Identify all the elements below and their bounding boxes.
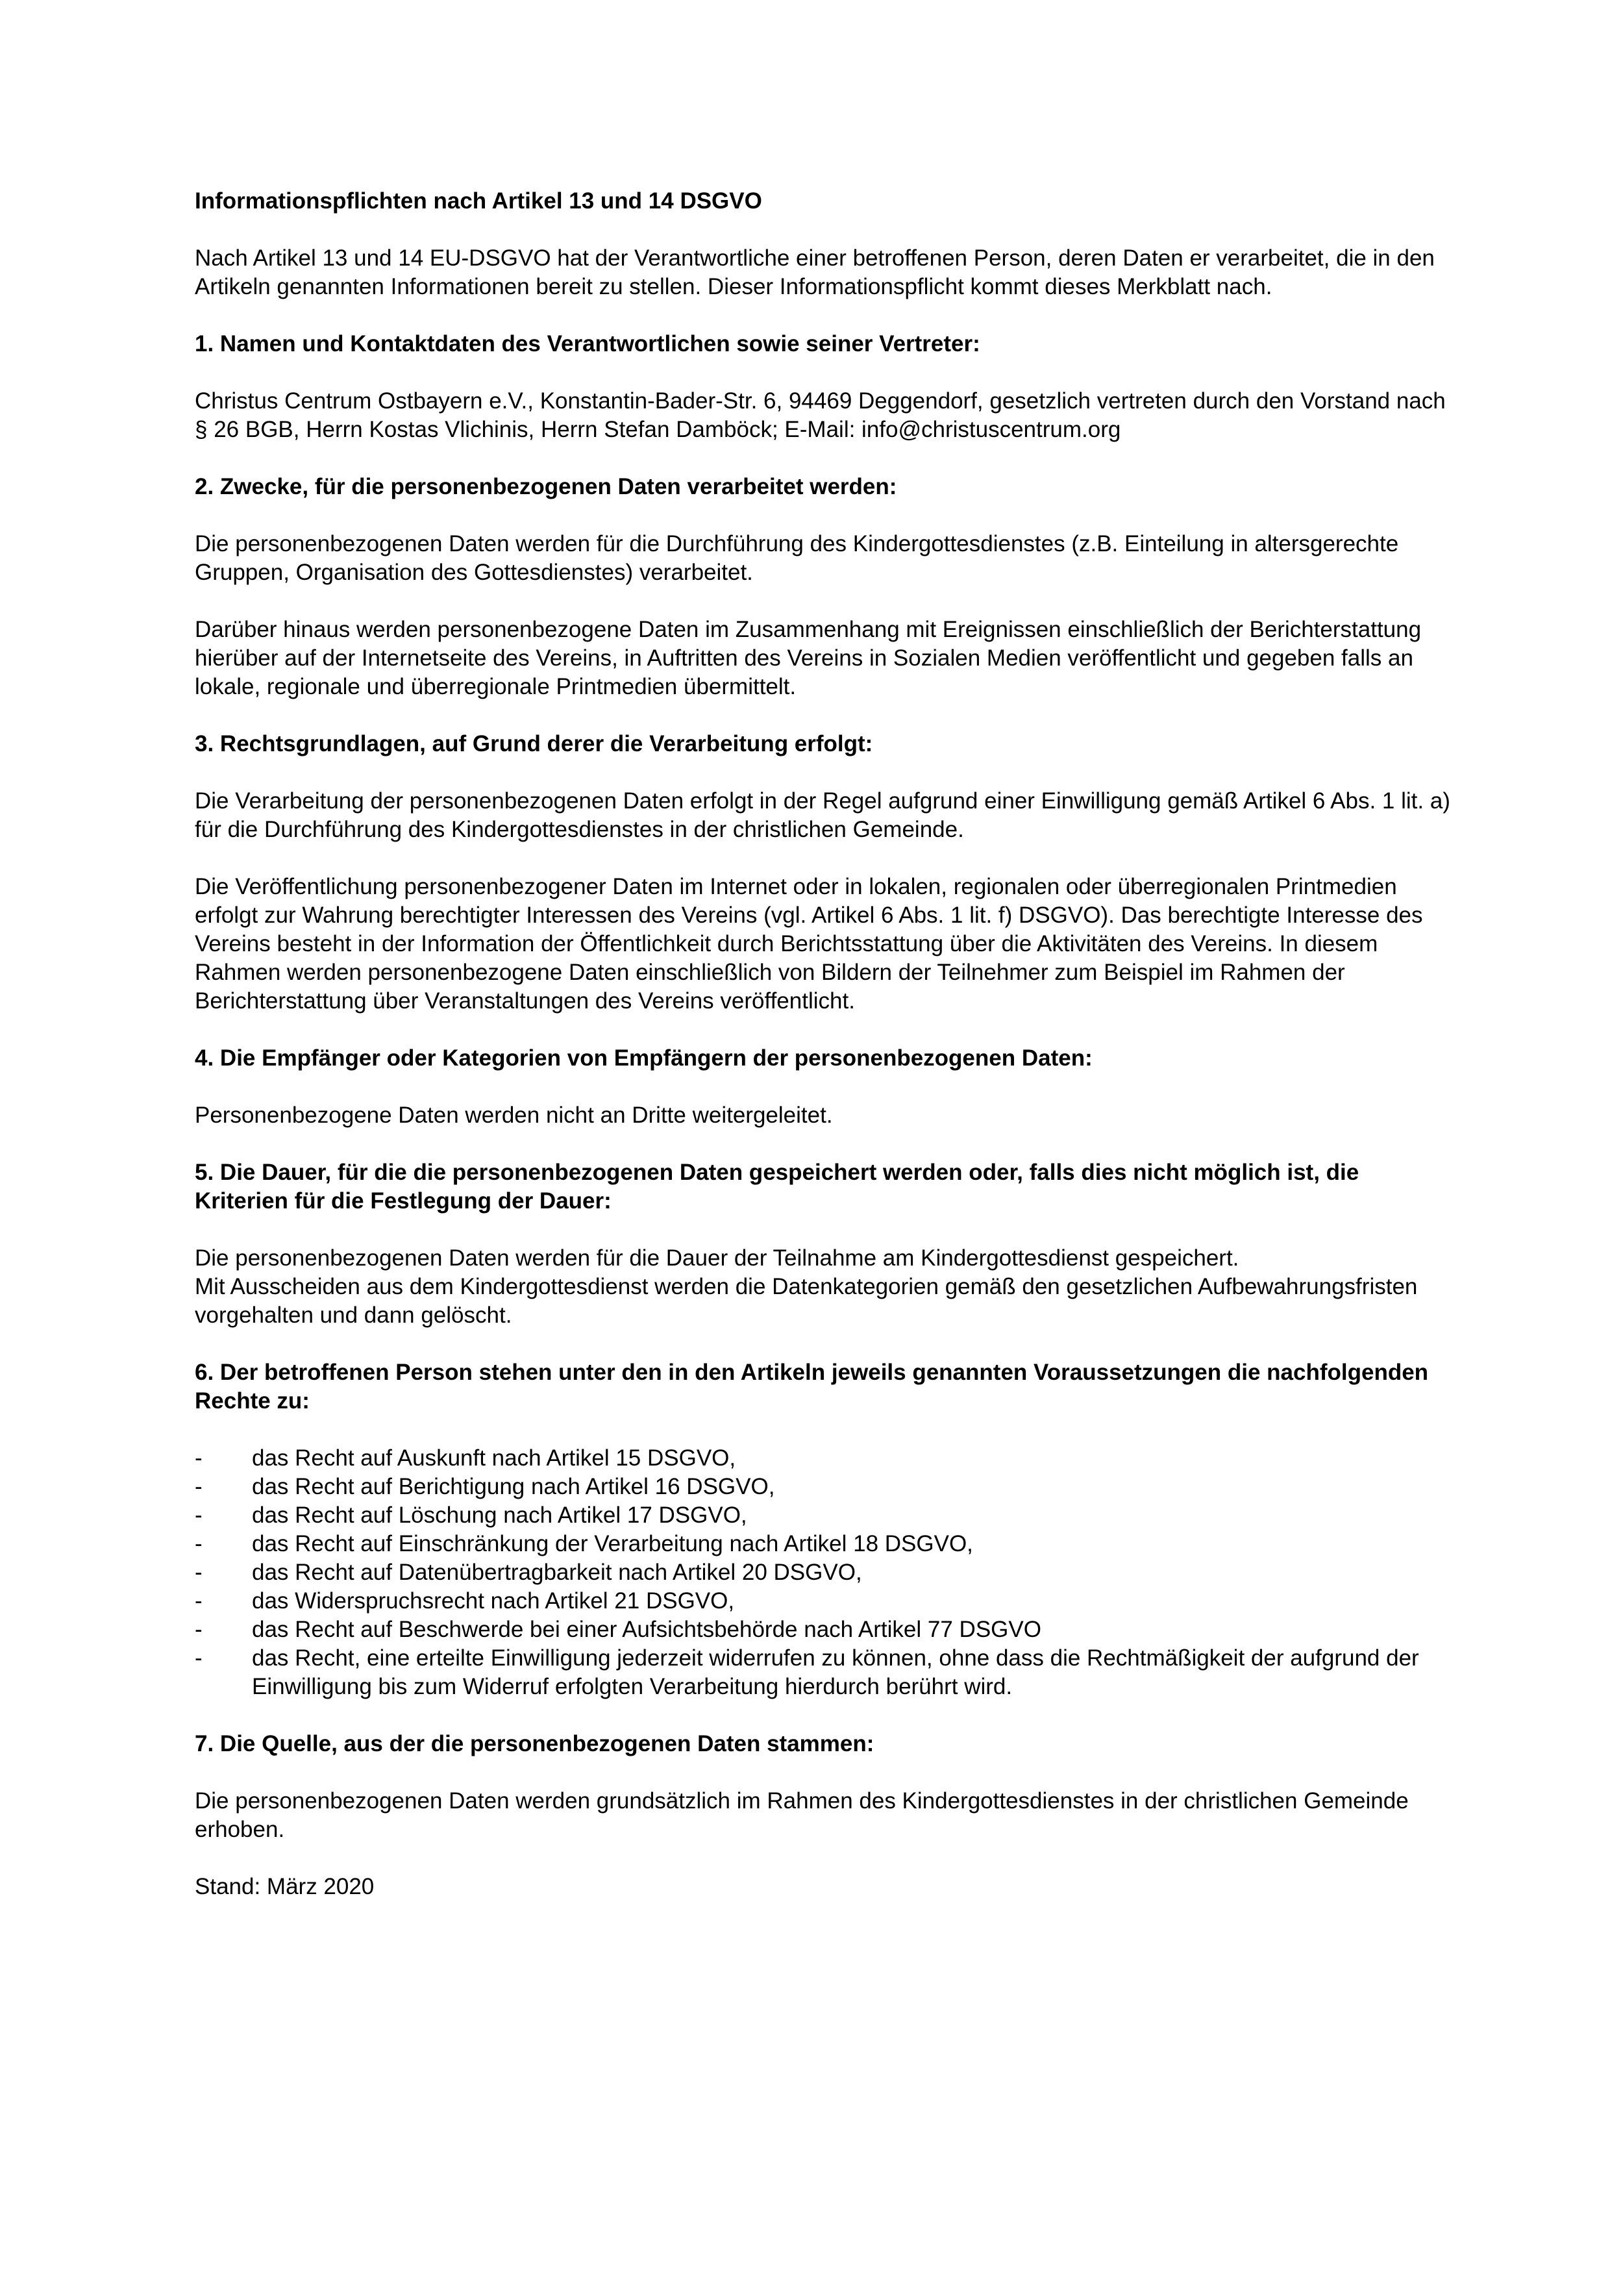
rights-list-item xyxy=(195,1473,1454,1501)
document-title: Informationspflichten nach Artikel 13 und 14 DSGVO xyxy=(195,188,762,214)
rights-item-text: das Recht, eine erteilte Einwilligung jederzeit widerrufen zu können, ohne dass die Rechtmäßigkeit der aufgrund der Einwilligung bis zum Widerruf erfolgten Verarbeitung hierdurch berührt wird. xyxy=(252,1645,1419,1699)
rights-list-item xyxy=(195,1444,1454,1473)
section-4-paragraph: Personenbezogene Daten werden nicht an Dritte weitergeleitet. xyxy=(195,1103,833,1128)
rights-list xyxy=(195,1444,1454,1701)
rights-list-item xyxy=(195,1587,1454,1616)
rights-list-item xyxy=(195,1530,1454,1558)
rights-item-text: das Recht auf Beschwerde bei einer Aufsichtsbehörde nach Artikel 77 DSGVO xyxy=(252,1617,1041,1642)
section-6-heading: 6. Der betroffenen Person stehen unter den in den Artikeln jeweils genannten Voraussetzungen die nachfolgenden Rechte zu: xyxy=(195,1360,1429,1414)
section-3-paragraph-2: Die Veröffentlichung personenbezogener Daten im Internet oder in lokalen, regionalen oder überregionalen Printmedien erfolgt zur Wahrung berechtigter Interessen des Vereins (vgl. Artikel 6 Abs. 1 lit. f) DSGVO). Das berechtigte Interesse des Vereins besteht in der Information der Öffentlichkeit durch Berichtsstattung über die Aktivitäten des Vereins. In diesem Rahmen werden personenbezogene Daten einschließlich von Bildern der Teilnehmer zum Beispiel im Rahmen der Berichterstattung über Veranstaltungen des Vereins veröffentlicht. xyxy=(195,874,1423,1014)
section-3-heading: 3. Rechtsgrundlagen, auf Grund derer die Verarbeitung erfolgt: xyxy=(195,731,873,756)
rights-list-item xyxy=(195,1616,1454,1644)
rights-item-text: das Recht auf Einschränkung der Verarbeitung nach Artikel 18 DSGVO, xyxy=(252,1531,973,1556)
section-3-paragraph-1: Die Verarbeitung der personenbezogenen Daten erfolgt in der Regel aufgrund einer Einwilligung gemäß Artikel 6 Abs. 1 lit. a) für die Durchführung des Kindergottesdienstes in der christlichen Gemeinde. xyxy=(195,788,1450,842)
section-1-heading: 1. Namen und Kontaktdaten des Verantwortlichen sowie seiner Vertreter: xyxy=(195,331,980,356)
rights-item-text: das Recht auf Berichtigung nach Artikel 16 DSGVO, xyxy=(252,1474,775,1499)
section-4-heading: 4. Die Empfänger oder Kategorien von Empfängern der personenbezogenen Daten: xyxy=(195,1045,1093,1071)
section-5-paragraph xyxy=(195,1244,1454,1330)
dash-bullet: - xyxy=(195,1503,203,1528)
rights-item-text: das Recht auf Datenübertragbarkeit nach Artikel 20 DSGVO, xyxy=(252,1560,862,1585)
rights-list-item xyxy=(195,1501,1454,1530)
dash-bullet: - xyxy=(195,1560,203,1585)
section-2-paragraph-2: Darüber hinaus werden personenbezogene Daten im Zusammenhang mit Ereignissen einschließlich der Berichterstattung hierüber auf der Internetseite des Vereins, in Auftritten des Vereins in Sozialen Medien veröffentlicht und gegeben falls an lokale, regionale und überregionale Printmedien übermittelt. xyxy=(195,617,1422,699)
rights-item-text: das Recht auf Löschung nach Artikel 17 DSGVO, xyxy=(252,1503,747,1528)
section-2-paragraph-1: Die personenbezogenen Daten werden für die Durchführung des Kindergottesdienstes (z.B. Einteilung in altersgerechte Gruppen, Organisation des Gottesdienstes) verarbeitet. xyxy=(195,531,1399,585)
section-5-line-1: Die personenbezogenen Daten werden für die Dauer der Teilnahme am Kindergottesdienst gespeichert. xyxy=(195,1245,1239,1271)
section-5-heading: 5. Die Dauer, für die die personenbezogenen Daten gespeichert werden oder, falls dies nicht möglich ist, die Kriterien für die Festlegung der Dauer: xyxy=(195,1160,1359,1214)
intro-paragraph: Nach Artikel 13 und 14 EU-DSGVO hat der Verantwortliche einer betroffenen Person, deren Daten er verarbeitet, die in den Artikeln genannten Informationen bereit zu stellen. Dieser Informationspflicht kommt dieses Merkblatt nach. xyxy=(195,245,1435,299)
dash-bullet: - xyxy=(195,1445,203,1471)
section-2-heading: 2. Zwecke, für die personenbezogenen Daten verarbeitet werden: xyxy=(195,474,897,499)
dash-bullet: - xyxy=(195,1617,203,1642)
rights-list-item xyxy=(195,1558,1454,1587)
rights-item-text: das Recht auf Auskunft nach Artikel 15 DSGVO, xyxy=(252,1445,736,1471)
section-7-heading: 7. Die Quelle, aus der die personenbezogenen Daten stammen: xyxy=(195,1731,874,1756)
dash-bullet: - xyxy=(195,1588,203,1614)
dash-bullet: - xyxy=(195,1531,203,1556)
dash-bullet: - xyxy=(195,1474,203,1499)
rights-list-item xyxy=(195,1644,1454,1701)
stand-date: Stand: März 2020 xyxy=(195,1874,375,1899)
dash-bullet: - xyxy=(195,1645,203,1671)
rights-item-text: das Widerspruchsrecht nach Artikel 21 DSGVO, xyxy=(252,1588,735,1614)
section-1-paragraph: Christus Centrum Ostbayern e.V., Konstantin-Bader-Str. 6, 94469 Deggendorf, gesetzlich vertreten durch den Vorstand nach § 26 BGB, Herrn Kostas Vlichinis, Herrn Stefan Damböck; E-Mail: info@christuscentrum.org xyxy=(195,388,1446,442)
section-7-paragraph: Die personenbezogenen Daten werden grundsätzlich im Rahmen des Kindergottesdienstes in der christlichen Gemeinde erhoben. xyxy=(195,1788,1409,1842)
document-page xyxy=(195,187,1454,1901)
section-5-line-2: Mit Ausscheiden aus dem Kindergottesdienst werden die Datenkategorien gemäß den gesetzlichen Aufbewahrungsfristen vorgehalten und dann gelöscht. xyxy=(195,1274,1418,1328)
